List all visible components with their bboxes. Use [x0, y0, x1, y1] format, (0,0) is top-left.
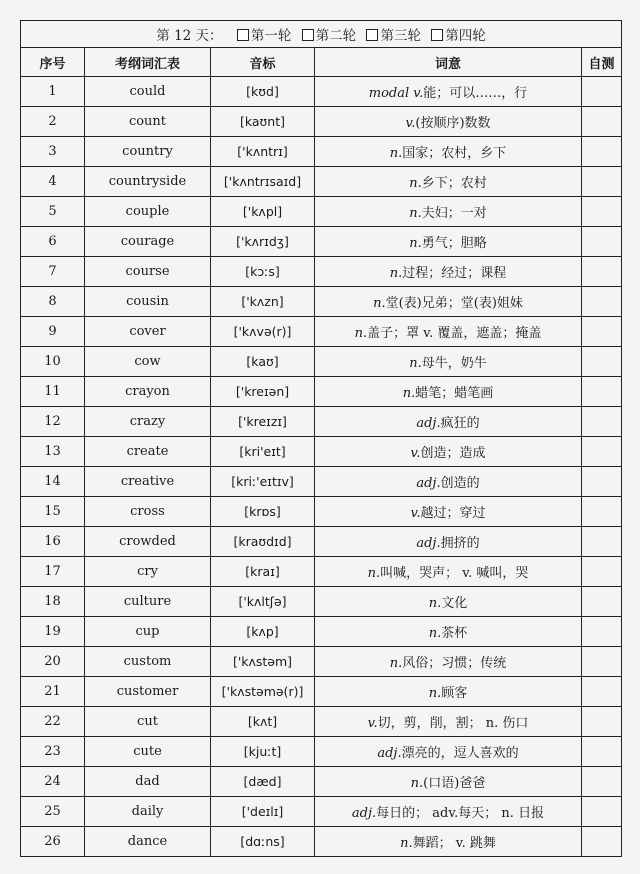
round-3-checkbox[interactable]: [366, 29, 378, 41]
row-meaning: [315, 647, 582, 677]
round-3-label: 第三轮: [380, 28, 421, 44]
meaning-text: 夫妇；一对: [421, 206, 487, 221]
self-test-cell[interactable]: [582, 437, 622, 467]
row-meaning: [315, 257, 582, 287]
row-number: 22: [21, 707, 85, 737]
row-word: couple: [85, 197, 211, 227]
header-number: 序号: [21, 48, 85, 77]
self-test-cell[interactable]: [582, 287, 622, 317]
self-test-cell[interactable]: [582, 197, 622, 227]
row-phonetic: ['kʌntrɪ]: [211, 137, 315, 167]
row-phonetic: [krɒs]: [211, 497, 315, 527]
row-meaning: [315, 677, 582, 707]
row-meaning: [315, 437, 582, 467]
part-of-speech: adj.: [377, 746, 402, 761]
row-phonetic: ['kʌpl]: [211, 197, 315, 227]
row-number: 15: [21, 497, 85, 527]
part-of-speech: n.: [428, 626, 442, 641]
part-of-speech: n.: [409, 356, 422, 371]
header-word: 考纲词汇表: [85, 48, 211, 77]
row-meaning: [315, 827, 582, 857]
part-of-speech: n.: [373, 296, 386, 311]
meaning-text: 蜡笔；蜡笔画: [415, 386, 494, 401]
part-of-speech: n.: [354, 326, 368, 341]
round-2-checkbox[interactable]: [302, 29, 314, 41]
table-row: [21, 137, 622, 167]
row-number: 21: [21, 677, 85, 707]
part-of-speech: adj.: [416, 476, 441, 491]
table-row: [21, 437, 622, 467]
table-row: [21, 527, 622, 557]
header-meaning: 词意: [315, 48, 582, 77]
row-number: 11: [21, 377, 85, 407]
meaning-text: 创造的: [440, 476, 480, 491]
row-phonetic: ['kʌvə(r)]: [211, 317, 315, 347]
row-word: crazy: [85, 407, 211, 437]
row-number: 7: [21, 257, 85, 287]
self-test-cell[interactable]: [582, 407, 622, 437]
meaning-text: 勇气；胆略: [421, 236, 487, 251]
row-number: 10: [21, 347, 85, 377]
row-number: 20: [21, 647, 85, 677]
self-test-cell[interactable]: [582, 797, 622, 827]
row-phonetic: [kaʊ]: [211, 347, 315, 377]
round-4-checkbox[interactable]: [431, 29, 443, 41]
row-word: cut: [85, 707, 211, 737]
row-word: cross: [85, 497, 211, 527]
self-test-cell[interactable]: [582, 647, 622, 677]
row-meaning: [315, 707, 582, 737]
row-phonetic: [kʊd]: [211, 77, 315, 107]
row-word: cover: [85, 317, 211, 347]
row-phonetic: ['kreɪzɪ]: [211, 407, 315, 437]
row-phonetic: ['kʌltʃə]: [211, 587, 315, 617]
table-row: [21, 767, 622, 797]
row-number: 6: [21, 227, 85, 257]
row-number: 19: [21, 617, 85, 647]
meaning-text: 过程；经过；课程: [402, 266, 507, 281]
table-row: [21, 797, 622, 827]
table-row: [21, 677, 622, 707]
row-number: 9: [21, 317, 85, 347]
meaning-text: 茶杯: [441, 626, 468, 641]
row-phonetic: [dæd]: [211, 767, 315, 797]
self-test-cell[interactable]: [582, 257, 622, 287]
part-of-speech: v.: [405, 116, 416, 131]
row-number: 18: [21, 587, 85, 617]
row-meaning: [315, 107, 582, 137]
row-meaning: [315, 197, 582, 227]
table-row: [21, 497, 622, 527]
row-meaning: [315, 137, 582, 167]
header-self-test: 自测: [582, 48, 622, 77]
part-of-speech: n.: [367, 566, 381, 581]
title-row: [21, 21, 622, 48]
table-row: [21, 257, 622, 287]
row-word: customer: [85, 677, 211, 707]
row-word: dad: [85, 767, 211, 797]
row-number: 16: [21, 527, 85, 557]
self-test-cell[interactable]: [582, 107, 622, 137]
row-meaning: [315, 377, 582, 407]
row-meaning: [315, 797, 582, 827]
meaning-text: 堂(表)兄弟；堂(表)姐妹: [385, 296, 523, 311]
table-row: [21, 227, 622, 257]
meaning-text: 漂亮的，逗人喜欢的: [401, 746, 519, 761]
row-word: course: [85, 257, 211, 287]
meaning-text: 能；可以……，行: [423, 86, 528, 101]
header-phonetic: 音标: [211, 48, 315, 77]
table-row: [21, 827, 622, 857]
row-number: 4: [21, 167, 85, 197]
row-meaning: [315, 767, 582, 797]
meaning-text: 母牛，奶牛: [421, 356, 487, 371]
meaning-text: 风俗；习惯；传统: [402, 656, 507, 671]
table-row: [21, 287, 622, 317]
self-test-cell[interactable]: [582, 617, 622, 647]
self-test-cell[interactable]: [582, 587, 622, 617]
row-number: 8: [21, 287, 85, 317]
row-meaning: [315, 227, 582, 257]
row-phonetic: ['deɪlɪ]: [211, 797, 315, 827]
self-test-cell[interactable]: [582, 527, 622, 557]
meaning-text: 顾客: [441, 686, 468, 701]
table-row: [21, 737, 622, 767]
meaning-text: 创造；造成: [420, 446, 486, 461]
meaning-text: 疯狂的: [440, 416, 480, 431]
row-phonetic: [kaʊnt]: [211, 107, 315, 137]
meaning-text: 盖子；罩 v. 覆盖，遮盖；掩盖: [367, 326, 542, 341]
part-of-speech: n.: [409, 206, 422, 221]
table-row: [21, 617, 622, 647]
row-number: 12: [21, 407, 85, 437]
table-row: [21, 317, 622, 347]
part-of-speech: n.: [389, 146, 403, 161]
row-word: culture: [85, 587, 211, 617]
round-2-label: 第二轮: [315, 28, 357, 44]
part-of-speech: n.: [389, 656, 403, 671]
meaning-text: 每日的； adv.每天； n. 日报: [376, 806, 545, 821]
row-number: 26: [21, 827, 85, 857]
part-of-speech: n.: [409, 176, 422, 191]
row-phonetic: ['kʌntrɪsaɪd]: [211, 167, 315, 197]
row-meaning: [315, 167, 582, 197]
meaning-text: 拥挤的: [440, 536, 480, 551]
row-phonetic: [kjuːt]: [211, 737, 315, 767]
table-row: [21, 77, 622, 107]
meaning-text: 舞蹈； v. 跳舞: [412, 836, 496, 851]
part-of-speech: n.: [428, 596, 442, 611]
part-of-speech: v.: [410, 506, 421, 521]
part-of-speech: adj.: [416, 416, 441, 431]
vocabulary-table: [20, 20, 622, 857]
row-meaning: [315, 617, 582, 647]
round-1-label: 第一轮: [250, 28, 292, 44]
row-number: 17: [21, 557, 85, 587]
row-word: countryside: [85, 167, 211, 197]
row-word: cousin: [85, 287, 211, 317]
part-of-speech: v.: [367, 716, 378, 731]
row-meaning: [315, 557, 582, 587]
row-word: courage: [85, 227, 211, 257]
row-word: cry: [85, 557, 211, 587]
table-row: [21, 197, 622, 227]
row-meaning: [315, 347, 582, 377]
self-test-cell[interactable]: [582, 767, 622, 797]
header-row: [21, 48, 622, 77]
self-test-cell[interactable]: [582, 707, 622, 737]
row-phonetic: ['kʌstəm]: [211, 647, 315, 677]
row-number: 2: [21, 107, 85, 137]
part-of-speech: adj.: [416, 536, 441, 551]
self-test-cell[interactable]: [582, 737, 622, 767]
row-word: country: [85, 137, 211, 167]
table-row: [21, 587, 622, 617]
meaning-text: 乡下；农村: [421, 176, 487, 191]
meaning-text: (口语)爸爸: [423, 776, 486, 791]
row-phonetic: [kʌp]: [211, 617, 315, 647]
self-test-cell[interactable]: [582, 677, 622, 707]
row-meaning: [315, 527, 582, 557]
part-of-speech: n.: [410, 776, 424, 791]
row-word: dance: [85, 827, 211, 857]
part-of-speech: modal v.: [368, 86, 424, 101]
table-row: [21, 467, 622, 497]
part-of-speech: adj.: [351, 806, 377, 821]
row-phonetic: [kraɪ]: [211, 557, 315, 587]
row-phonetic: [kraʊdɪd]: [211, 527, 315, 557]
table-row: [21, 107, 622, 137]
row-meaning: [315, 587, 582, 617]
day-label: 第 12 天：: [156, 28, 223, 44]
meaning-text: 国家；农村，乡下: [402, 146, 507, 161]
row-word: creative: [85, 467, 211, 497]
row-number: 3: [21, 137, 85, 167]
row-phonetic: ['kʌzn]: [211, 287, 315, 317]
row-word: could: [85, 77, 211, 107]
part-of-speech: v.: [410, 446, 421, 461]
row-word: custom: [85, 647, 211, 677]
row-word: cute: [85, 737, 211, 767]
row-phonetic: [kriː'eɪtɪv]: [211, 467, 315, 497]
part-of-speech: n.: [389, 266, 403, 281]
row-number: 24: [21, 767, 85, 797]
part-of-speech: n.: [409, 236, 422, 251]
row-meaning: [315, 317, 582, 347]
table-row: [21, 347, 622, 377]
round-4-label: 第四轮: [445, 28, 486, 44]
row-meaning: [315, 287, 582, 317]
row-word: create: [85, 437, 211, 467]
row-meaning: [315, 77, 582, 107]
row-phonetic: ['kreɪən]: [211, 377, 315, 407]
row-number: 23: [21, 737, 85, 767]
row-meaning: [315, 737, 582, 767]
self-test-cell[interactable]: [582, 467, 622, 497]
row-meaning: [315, 467, 582, 497]
row-meaning: [315, 497, 582, 527]
table-row: [21, 557, 622, 587]
row-number: 14: [21, 467, 85, 497]
table-row: [21, 167, 622, 197]
vocabulary-sheet: [20, 20, 620, 857]
self-test-cell[interactable]: [582, 317, 622, 347]
row-word: daily: [85, 797, 211, 827]
self-test-cell[interactable]: [582, 77, 622, 107]
meaning-text: 越过；穿过: [420, 506, 486, 521]
table-row: [21, 647, 622, 677]
row-word: crayon: [85, 377, 211, 407]
self-test-cell[interactable]: [582, 137, 622, 167]
table-row: [21, 707, 622, 737]
meaning-text: (按顺序)数数: [415, 116, 491, 131]
self-test-cell[interactable]: [582, 377, 622, 407]
row-phonetic: [kɔːs]: [211, 257, 315, 287]
row-phonetic: [dɑːns]: [211, 827, 315, 857]
row-word: cow: [85, 347, 211, 377]
title-cell: [21, 21, 622, 48]
row-number: 5: [21, 197, 85, 227]
row-phonetic: [kʌt]: [211, 707, 315, 737]
row-number: 13: [21, 437, 85, 467]
row-meaning: [315, 407, 582, 437]
self-test-cell[interactable]: [582, 167, 622, 197]
meaning-text: 文化: [441, 596, 468, 611]
self-test-cell[interactable]: [582, 557, 622, 587]
row-word: count: [85, 107, 211, 137]
table-row: [21, 377, 622, 407]
row-word: crowded: [85, 527, 211, 557]
part-of-speech: n.: [400, 836, 413, 851]
row-phonetic: ['kʌrɪdʒ]: [211, 227, 315, 257]
row-word: cup: [85, 617, 211, 647]
meaning-text: 切，剪，削，割； n. 伤口: [377, 716, 529, 731]
self-test-cell[interactable]: [582, 497, 622, 527]
table-row: [21, 407, 622, 437]
meaning-text: 叫喊，哭声； v. 喊叫，哭: [380, 566, 529, 581]
row-phonetic: [kri'eɪt]: [211, 437, 315, 467]
row-phonetic: ['kʌstəmə(r)]: [211, 677, 315, 707]
self-test-cell[interactable]: [582, 227, 622, 257]
part-of-speech: n.: [428, 686, 442, 701]
row-number: 1: [21, 77, 85, 107]
round-1-checkbox[interactable]: [237, 29, 249, 41]
row-number: 25: [21, 797, 85, 827]
self-test-cell[interactable]: [582, 827, 622, 857]
self-test-cell[interactable]: [582, 347, 622, 377]
part-of-speech: n.: [402, 386, 416, 401]
